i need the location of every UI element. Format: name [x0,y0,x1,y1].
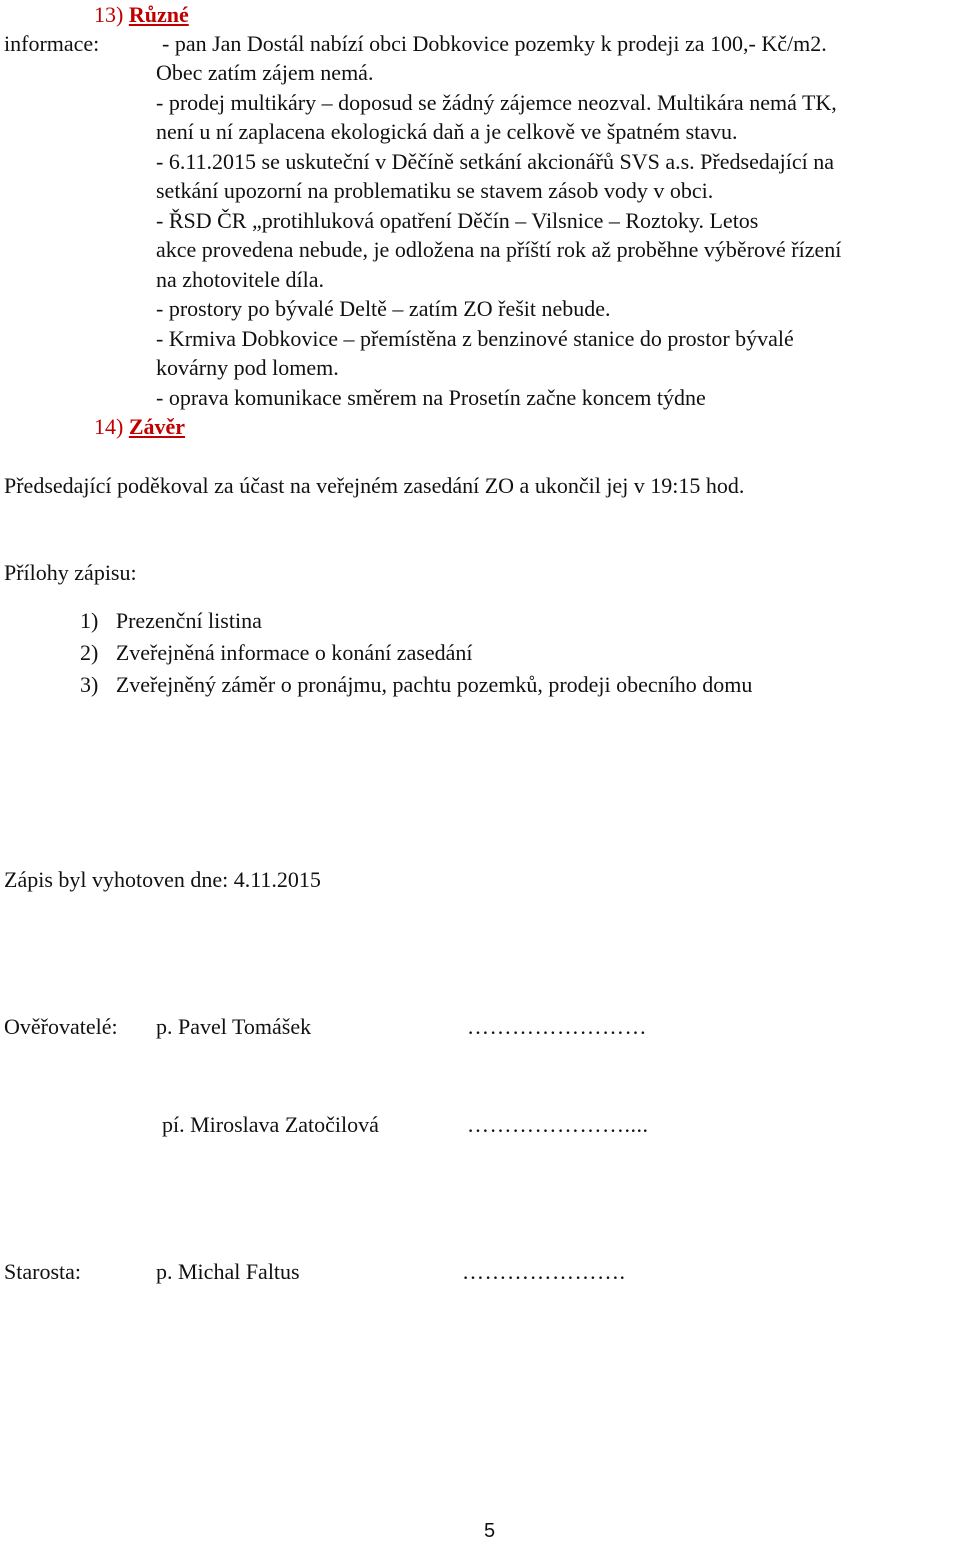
attachment-item [80,606,262,636]
attachment-number: 2) [80,640,99,665]
verifiers-label: Ověřovatelé: [4,1014,118,1039]
info-line: - pan Jan Dostál nabízí obci Dobkovice pozemky k prodeji za 100,- Kč/m2. [162,31,827,56]
info-line: na zhotovitele díla. [156,267,324,292]
section-14-number: 14) [94,414,124,439]
attachments-label: Přílohy zápisu: [4,560,137,585]
closing-text: Předsedající poděkoval za účast na veřejném zasedání ZO a ukončil jej v 19:15 hod. [4,473,745,498]
info-line: Obec zatím zájem nemá. [156,60,374,85]
section-13-number: 13) [94,2,124,27]
info-line: - prostory po bývalé Deltě – zatím ZO řešit nebude. [156,296,611,321]
signature-line: …………………. [462,1259,626,1284]
attachment-text: Zveřejněný záměr o pronájmu, pachtu pozemků, prodeji obecního domu [115,672,753,697]
section-13-heading [94,0,189,30]
informace-label: informace: [4,31,100,56]
prepared-date: Zápis byl vyhotoven dne: 4.11.2015 [4,867,321,892]
info-line: není u ní zaplacena ekologická daň a je celkově ve špatném stavu. [156,119,738,144]
section-14-title: Závěr [128,414,186,439]
section-14-heading [94,412,185,442]
mayor-label: Starosta: [4,1259,81,1284]
attachment-number: 1) [80,608,99,633]
verifier-name: p. Pavel Tomášek [156,1014,312,1039]
mayor-name: p. Michal Faltus [156,1259,300,1284]
info-line: akce provedena nebude, je odložena na příští rok až proběhne výběrové řízení [156,237,842,262]
info-line: - ŘSD ČR „protihluková opatření Děčín – Vilsnice – Roztoky. Letos [156,208,759,233]
attachment-text: Prezenční listina [115,608,262,633]
section-13-title: Různé [128,2,189,27]
page-number: 5 [484,1520,496,1542]
signature-line: ………………….... [467,1112,649,1137]
info-line: - oprava komunikace směrem na Prosetín začne koncem týdne [156,385,706,410]
info-line: kovárny pod lomem. [156,355,339,380]
attachment-item [80,638,473,668]
info-line: - prodej multikáry – doposud se žádný zájemce neozval. Multikára nemá TK, [156,90,837,115]
attachment-item [80,670,752,700]
info-line: setkání upozorní na problematiku se stavem zásob vody v obci. [156,178,714,203]
signature-line: …………………… [467,1014,647,1039]
info-line: - Krmiva Dobkovice – přemístěna z benzinové stanice do prostor bývalé [156,326,794,351]
attachment-number: 3) [80,672,99,697]
verifier-name: pí. Miroslava Zatočilová [162,1112,379,1137]
info-line: - 6.11.2015 se uskuteční v Děčíně setkání akcionářů SVS a.s. Předsedající na [156,149,834,174]
attachment-text: Zveřejněná informace o konání zasedání [115,640,473,665]
